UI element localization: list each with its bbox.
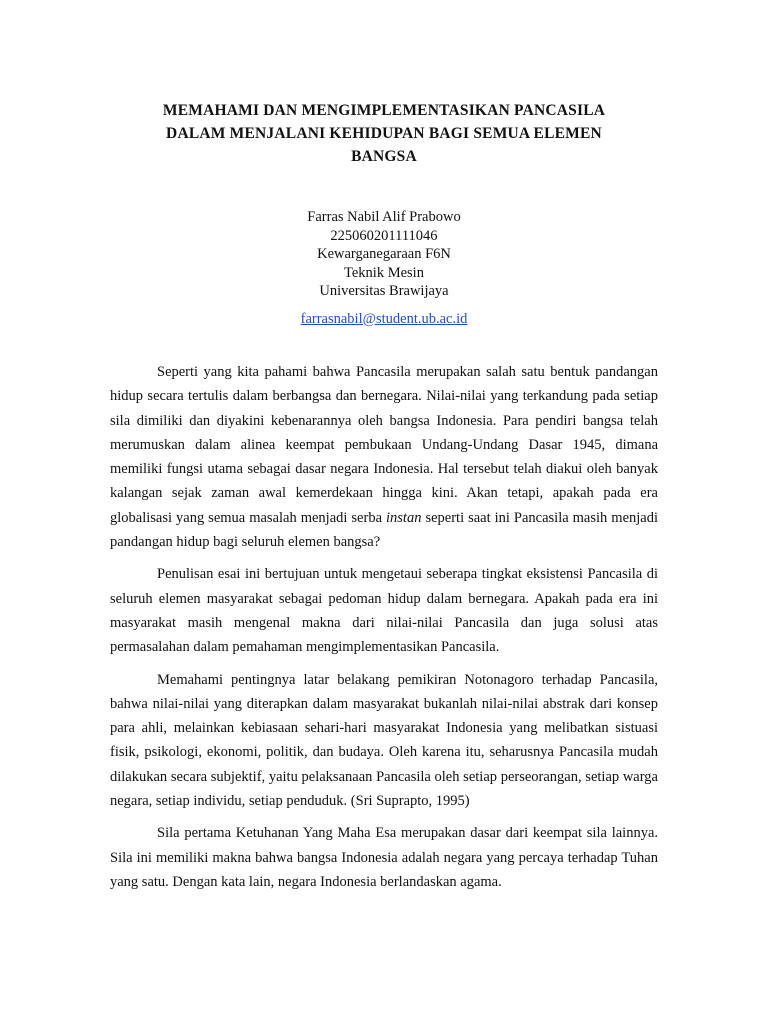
essay-body	[110, 360, 658, 902]
title-line-1: MEMAHAMI DAN MENGIMPLEMENTASIKAN PANCASILA	[162, 102, 606, 119]
paragraph-1-text-b: seperti saat ini Pancasila masih menjadi pandangan hidup bagi seluruh elemen bangsa?	[110, 509, 658, 551]
author-block	[110, 208, 658, 328]
title-line-3: BANGSA	[351, 148, 417, 165]
paragraph-4: Sila pertama Ketuhanan Yang Maha Esa merupakan dasar dari keempat sila lainnya. Sila ini memiliki makna bahwa bangsa Indonesia adalah negara yang percaya terhadap Tuhan yang satu. Dengan kata lain, negara Indonesia berlandaskan agama.	[110, 825, 658, 890]
author-nim: 225060201111046	[330, 227, 438, 244]
author-university: Universitas Brawijaya	[319, 283, 449, 299]
author-email-link[interactable]: farrasnabil@student.ub.ac.id	[300, 310, 468, 327]
paragraph-2: Penulisan esai ini bertujuan untuk mengetaui seberapa tingkat eksistensi Pancasila di seluruh elemen masyarakat sebagai pedoman hidup dalam bernegara. Apakah pada era ini masyarakat masih mengenal makna dari nilai-nilai Pancasila dan juga solusi atas permasalahan dalam pemahaman mengimplementasikan Pancasila.	[110, 566, 658, 656]
paragraph-3: Memahami pentingnya latar belakang pemikiran Notonagoro terhadap Pancasila, bahwa nilai-nilai yang diterapkan dalam masyarakat bukanlah nilai-nilai abstrak dari konsep para ahli, melainkan kebiasaan sehari-hari masyarakat Indonesia yang melibatkan sistuasi fisik, psikologi, ekonomi, politik, dan budaya. Oleh karena itu, seharusnya Pancasila mudah dilakukan secara subjektif, yaitu pelaksanaan Pancasila oleh setiap perseorangan, setiap warga negara, setiap individu, setiap penduduk. (Sri Suprapto, 1995)	[110, 671, 658, 810]
author-name: Farras Nabil Alif Prabowo	[307, 209, 461, 225]
paragraph-1-text-a: Seperti yang kita pahami bahwa Pancasila merupakan salah satu bentuk pandangan hidup secara tertulis dalam berbangsa dan bernegara. Nilai-nilai yang terkandung pada setiap sila dimiliki dan diyakini kebenarannya oleh bangsa Indonesia. Para pendiri bangsa telah merumuskan dalam alinea keempat pembukaan Undang-Undang Dasar 1945, dimana memiliki fungsi utama sebagai dasar negara Indonesia. Hal tersebut telah diakui oleh banyak kalangan sejak zaman awal kemerdekaan hingga kini. Akan tetapi, apakah pada era globalisasi yang semua masalah menjadi serba	[110, 364, 658, 526]
document-title	[110, 99, 658, 168]
title-line-2: DALAM MENJALANI KEHIDUPAN BAGI SEMUA ELEMEN	[166, 125, 602, 142]
paragraph-1-italic: instan	[386, 509, 422, 526]
author-course: Kewarganegaraan F6N	[317, 246, 451, 262]
author-department: Teknik Mesin	[344, 264, 424, 281]
paragraph-1	[110, 360, 658, 554]
